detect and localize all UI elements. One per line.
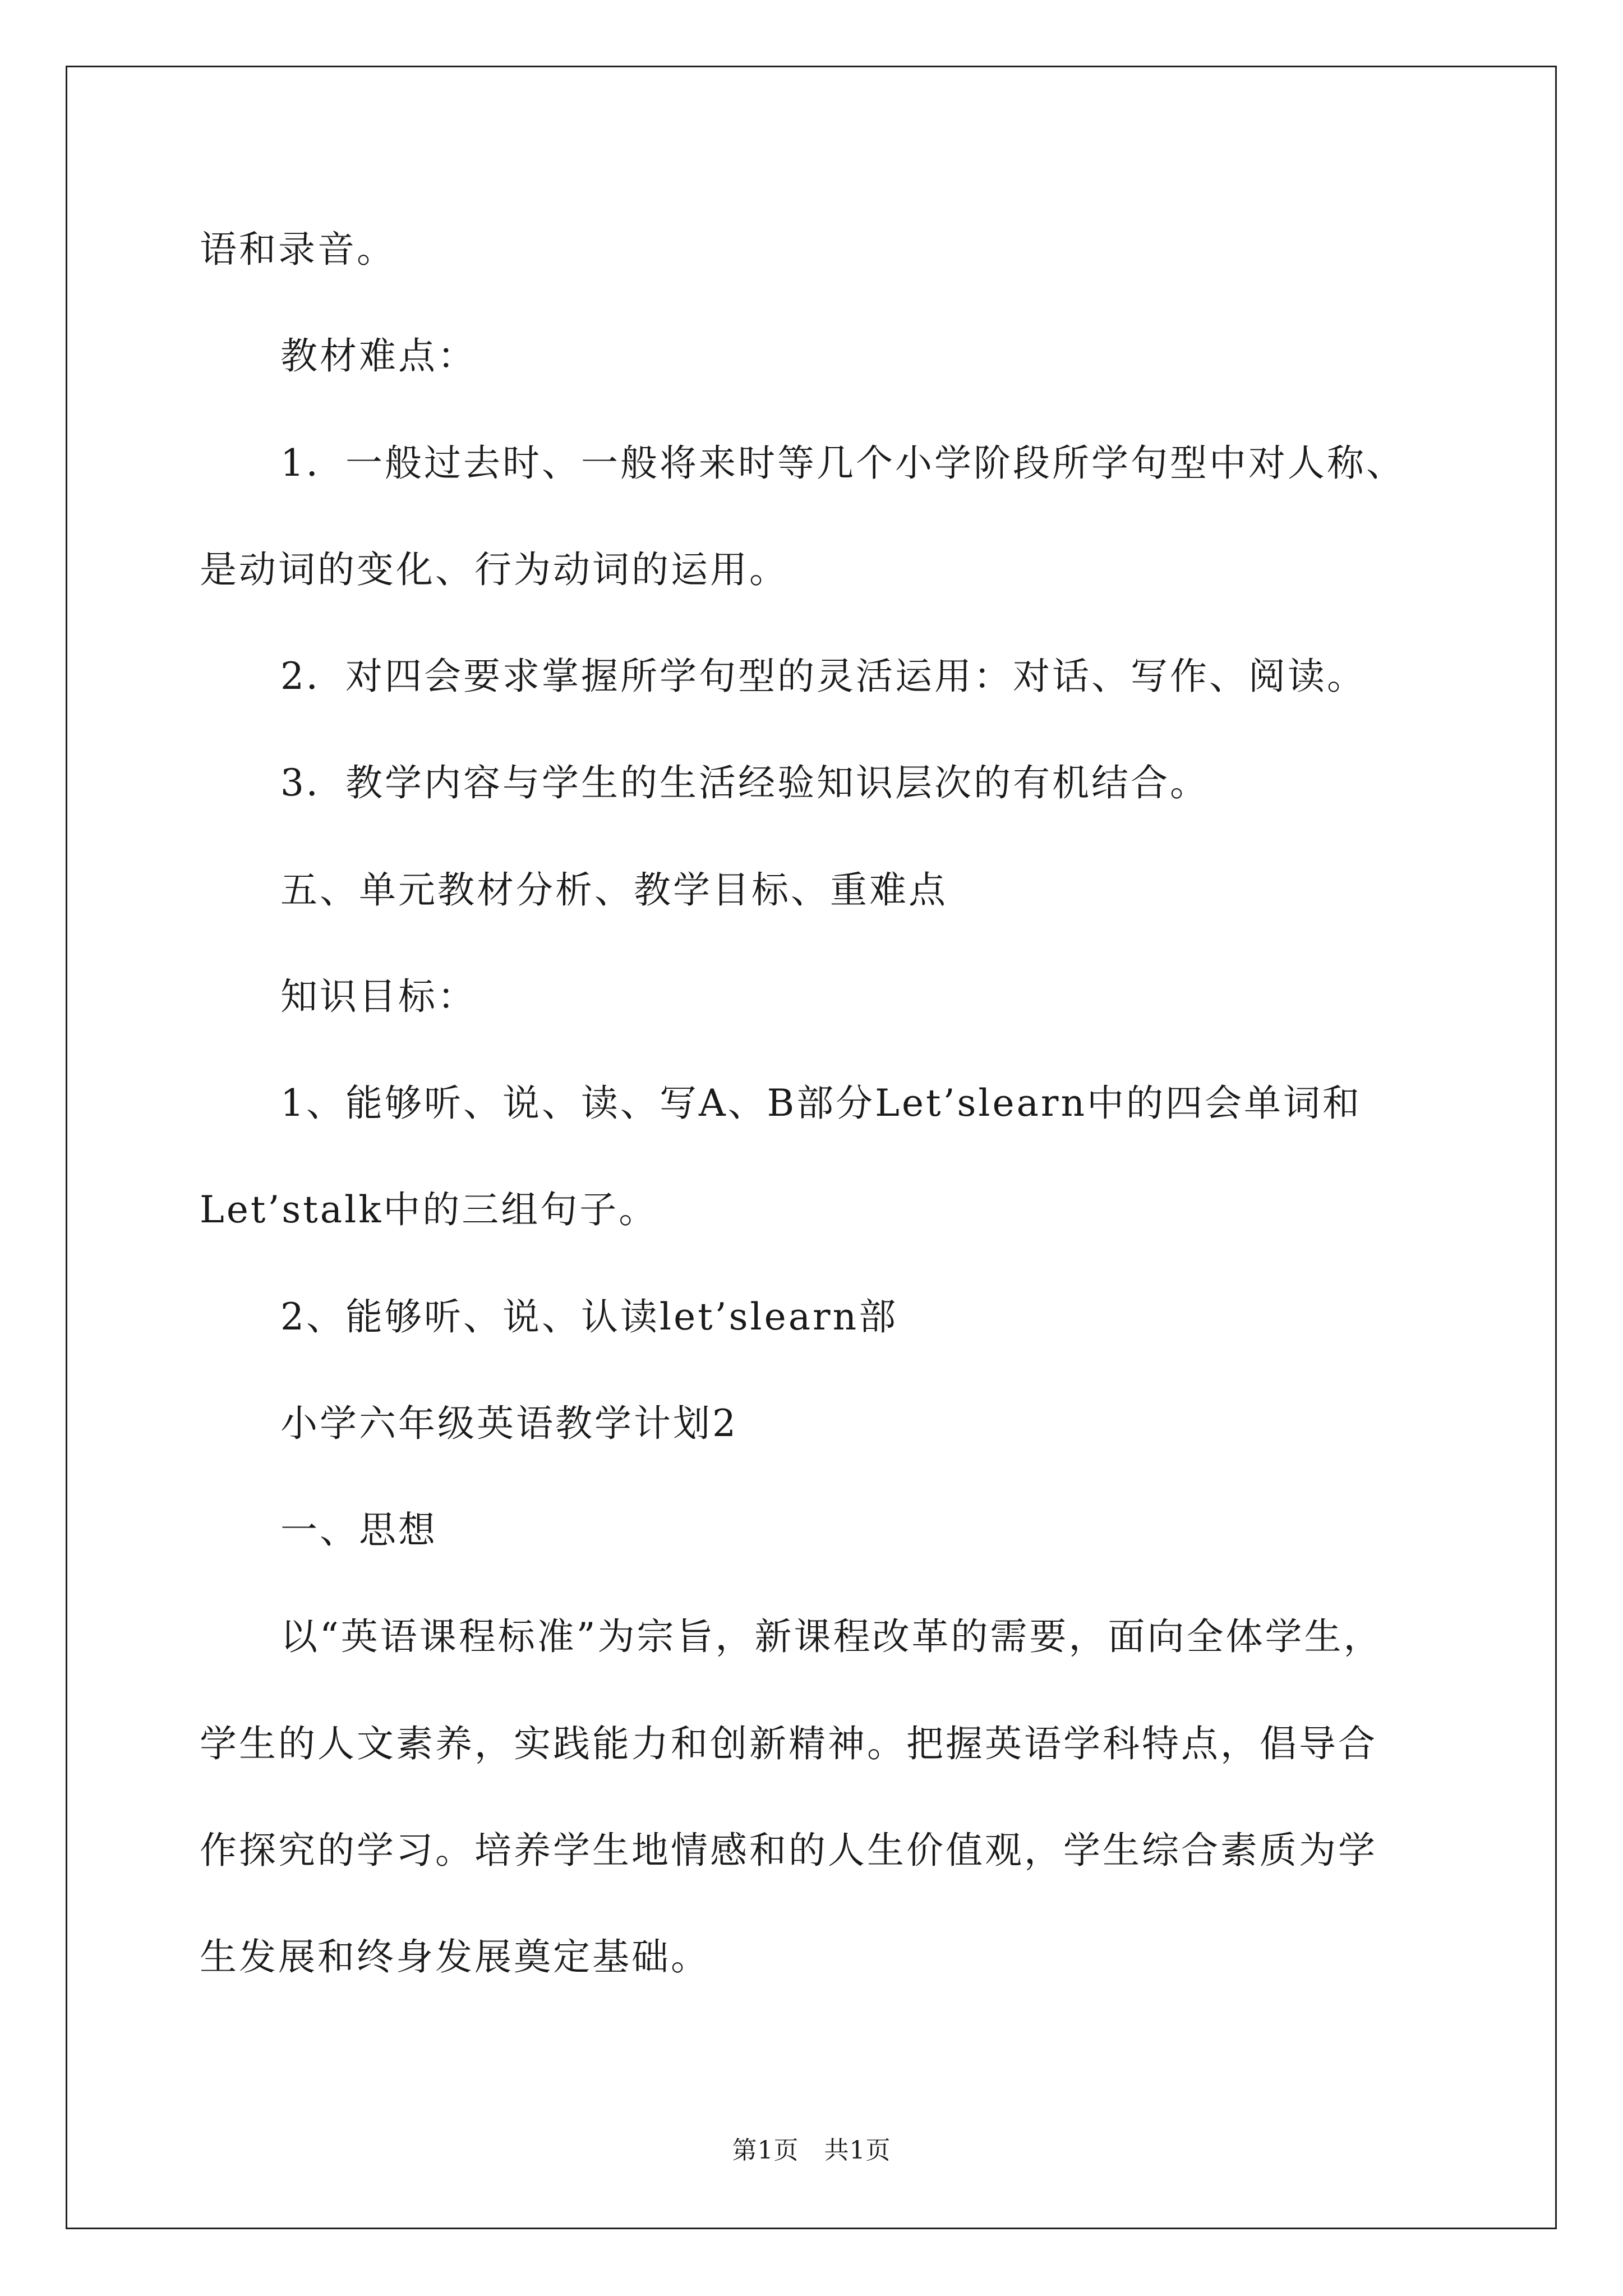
text-line: 2．对四会要求掌握所学句型的灵活运用：对话、写作、阅读。 bbox=[280, 655, 1366, 698]
text-line: 2、能够听、说、认读let’slearn部 bbox=[280, 1295, 898, 1338]
text-line: 作探究的学习。培养学生地情感和的人生价值观，学生综合素质为学 bbox=[200, 1829, 1377, 1872]
text-line: 是动词的变化、行为动词的运用。 bbox=[200, 548, 789, 591]
text-line: 学生的人文素养，实践能力和创新精神。把握英语学科特点，倡导合 bbox=[200, 1722, 1377, 1765]
text-line: 3．教学内容与学生的生活经验知识层次的有机结合。 bbox=[280, 761, 1209, 804]
text-line: 1．一般过去时、一般将来时等几个小学阶段所学句型中对人称、 bbox=[280, 441, 1405, 485]
page-border bbox=[66, 66, 1557, 2229]
text-line: 五、单元教材分析、教学目标、重难点 bbox=[280, 868, 948, 912]
text-line: 教材难点： bbox=[280, 334, 477, 378]
text-line: 1、能够听、说、读、写A、B部分Let’slearn中的四会单词和 bbox=[280, 1082, 1362, 1125]
text-line: 以“英语课程标准”为宗旨，新课程改革的需要，面向全体学生， bbox=[280, 1615, 1383, 1658]
text-line: Let’stalk中的三组句子。 bbox=[200, 1188, 658, 1231]
text-line: 语和录音。 bbox=[200, 228, 396, 271]
text-line: 一、思想 bbox=[280, 1508, 437, 1552]
text-line: 生发展和终身发展奠定基础。 bbox=[200, 1935, 710, 1978]
text-line: 知识目标： bbox=[280, 975, 477, 1018]
page-number: 第1页 共1页 bbox=[732, 2136, 891, 2165]
text-line: 小学六年级英语教学计划2 bbox=[280, 1402, 738, 1445]
